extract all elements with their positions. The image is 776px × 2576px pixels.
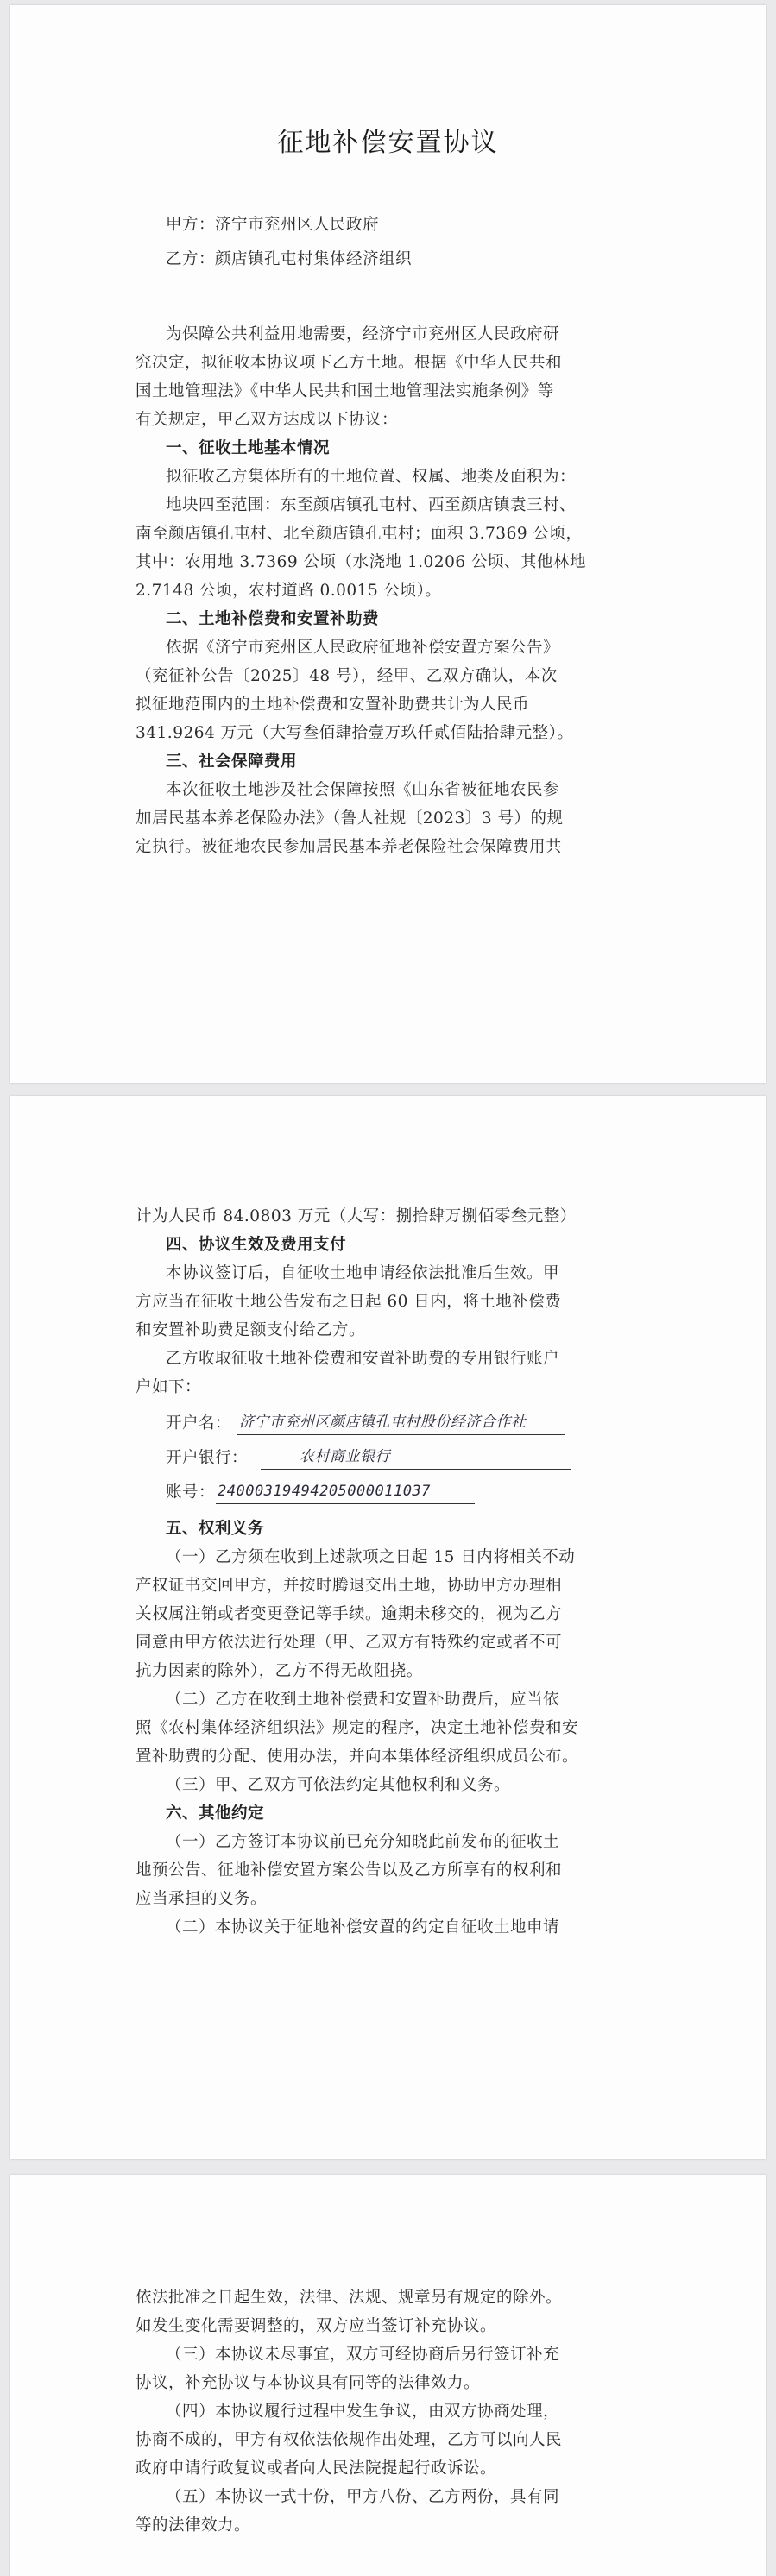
paragraph-line: 拟征地范围内的土地补偿费和安置补助费共计为人民币 (136, 696, 530, 714)
paragraph-line: （三）甲、乙双方可依法约定其他权利和义务。 (166, 1776, 511, 1794)
paragraph-line: 341.9264 万元（大写叁佰肆拾壹万玖仟贰佰陆拾肆元整）。 (136, 724, 574, 742)
document-page-3 (10, 2175, 766, 2576)
paragraph-line: 协商不成的，甲方有权依法依规作出处理，乙方可以向人民 (136, 2431, 563, 2449)
paragraph-line: 地块四至范围：东至颜店镇孔屯村、西至颜店镇袁三村、 (166, 496, 577, 514)
account-name-handwritten: 济宁市兖州区颜店镇孔屯村股份经济合作社 (239, 1414, 527, 1431)
paragraph-line: 应当承担的义务。 (136, 1890, 268, 1908)
paragraph-line: 照《农村集体经济组织法》规定的程序，决定土地补偿费和安 (136, 1719, 579, 1737)
account-number-underline (216, 1503, 475, 1504)
paragraph-line: 加居民基本养老保险办法》（鲁人社规〔2023〕3 号）的规 (136, 809, 564, 828)
document-page-2 (10, 1096, 766, 2159)
paragraph-line: 本协议签订后，自征收土地申请经依法批准后生效。甲 (166, 1264, 560, 1282)
party-b: 乙方：颜店镇孔屯村集体经济组织 (166, 250, 413, 268)
section-heading-3: 三、社会保障费用 (166, 753, 298, 771)
paragraph-line: 地预公告、征地补偿安置方案公告以及乙方所享有的权利和 (136, 1861, 563, 1880)
account-name-label: 开户名： (166, 1414, 232, 1433)
paragraph-line: 为保障公共利益用地需要，经济宁市兖州区人民政府研 (166, 325, 560, 343)
section-heading-6: 六、其他约定 (166, 1804, 265, 1823)
paragraph-line: 户如下： (136, 1378, 202, 1396)
account-name-underline (237, 1434, 565, 1435)
paragraph-line: 抗力因素的除外），乙方不得无故阻挠。 (136, 1662, 423, 1680)
paragraph-line: 计为人民币 84.0803 万元（大写：捌拾肆万捌佰零叁元整） (136, 1207, 577, 1225)
section-heading-1: 一、征收土地基本情况 (166, 439, 331, 457)
bank-underline (261, 1469, 571, 1470)
paragraph-line: 国土地管理法》《中华人民共和国土地管理法实施条例》等 (136, 382, 554, 400)
paragraph-line: 乙方收取征收土地补偿费和安置补助费的专用银行账户 (166, 1350, 560, 1368)
party-a: 甲方：济宁市兖州区人民政府 (166, 216, 380, 234)
account-number-label: 账号： (166, 1483, 216, 1502)
paragraph-line: （三）本协议未尽事宜，双方可经协商后另行签订补充 (166, 2346, 560, 2364)
paragraph-line: 定执行。被征地农民参加居民基本养老保险社会保障费用共 (136, 838, 563, 856)
paragraph-line: 其中：农用地 3.7369 公顷（水浇地 1.0206 公顷、其他林地 (136, 553, 586, 571)
paragraph-line: （四）本协议履行过程中发生争议，由双方协商处理， (166, 2403, 560, 2421)
paragraph-line: 政府申请行政复议或者向人民法院提起行政诉讼。 (136, 2459, 497, 2478)
paragraph-line: 2.7148 公顷，农村道路 0.0015 公顷）。 (136, 582, 442, 600)
document-page-1 (10, 5, 766, 1083)
paragraph-line: 究决定，拟征收本协议项下乙方土地。根据《中华人民共和 (136, 354, 563, 372)
paragraph-line: （一）乙方签订本协议前已充分知晓此前发布的征收土 (166, 1833, 560, 1851)
section-heading-2: 二、土地补偿费和安置补助费 (166, 610, 380, 628)
section-heading-4: 四、协议生效及费用支付 (166, 1236, 347, 1254)
paragraph-line: 等的法律效力。 (136, 2516, 251, 2535)
paragraph-line: 产权证书交回甲方，并按时腾退交出土地，协助甲方办理相 (136, 1577, 563, 1595)
paragraph-line: 同意由甲方依法进行处理（甲、乙双方有特殊约定或者不可 (136, 1634, 563, 1652)
document-title: 征地补偿安置协议 (277, 128, 499, 158)
paragraph-line: 有关规定，甲乙双方达成以下协议： (136, 411, 399, 429)
paragraph-line: 方应当在征收土地公告发布之日起 60 日内，将土地补偿费 (136, 1293, 562, 1311)
paragraph-line: 依据《济宁市兖州区人民政府征地补偿安置方案公告》 (166, 639, 560, 657)
paragraph-line: 协议，补充协议与本协议具有同等的法律效力。 (136, 2374, 481, 2392)
paragraph-line: 本次征收土地涉及社会保障按照《山东省被征地农民参 (166, 781, 560, 799)
paragraph-line: 拟征收乙方集体所有的土地位置、权属、地类及面积为： (166, 468, 577, 486)
paragraph-line: （兖征补公告〔2025〕48 号），经甲、乙双方确认，本次 (136, 667, 558, 685)
paragraph-line: （一）乙方须在收到上述款项之日起 15 日内将相关不动 (166, 1548, 576, 1566)
account-number-handwritten: 24000319494205000011037 (218, 1483, 431, 1500)
paragraph-line: （二）本协议关于征地补偿安置的约定自征收土地申请 (166, 1918, 560, 1937)
paragraph-line: 如发生变化需要调整的，双方应当签订补充协议。 (136, 2317, 497, 2335)
paragraph-line: （五）本协议一式十份，甲方八份、乙方两份，具有同 (166, 2488, 560, 2506)
bank-handwritten: 农村商业银行 (300, 1448, 390, 1465)
paragraph-line: （二）乙方在收到土地补偿费和安置补助费后，应当依 (166, 1691, 560, 1709)
paragraph-line: 依法批准之日起生效，法律、法规、规章另有规定的除外。 (136, 2289, 563, 2307)
paragraph-line: 和安置补助费足额支付给乙方。 (136, 1321, 366, 1339)
section-heading-5: 五、权利义务 (166, 1520, 265, 1538)
paragraph-line: 关权属注销或者变更登记等手续。逾期未移交的，视为乙方 (136, 1605, 563, 1623)
bank-label: 开户银行： (166, 1449, 249, 1467)
paragraph-line: 置补助费的分配、使用办法，并向本集体经济组织成员公布。 (136, 1748, 579, 1766)
paragraph-line: 南至颜店镇孔屯村、北至颜店镇孔屯村；面积 3.7369 公顷， (136, 525, 583, 543)
